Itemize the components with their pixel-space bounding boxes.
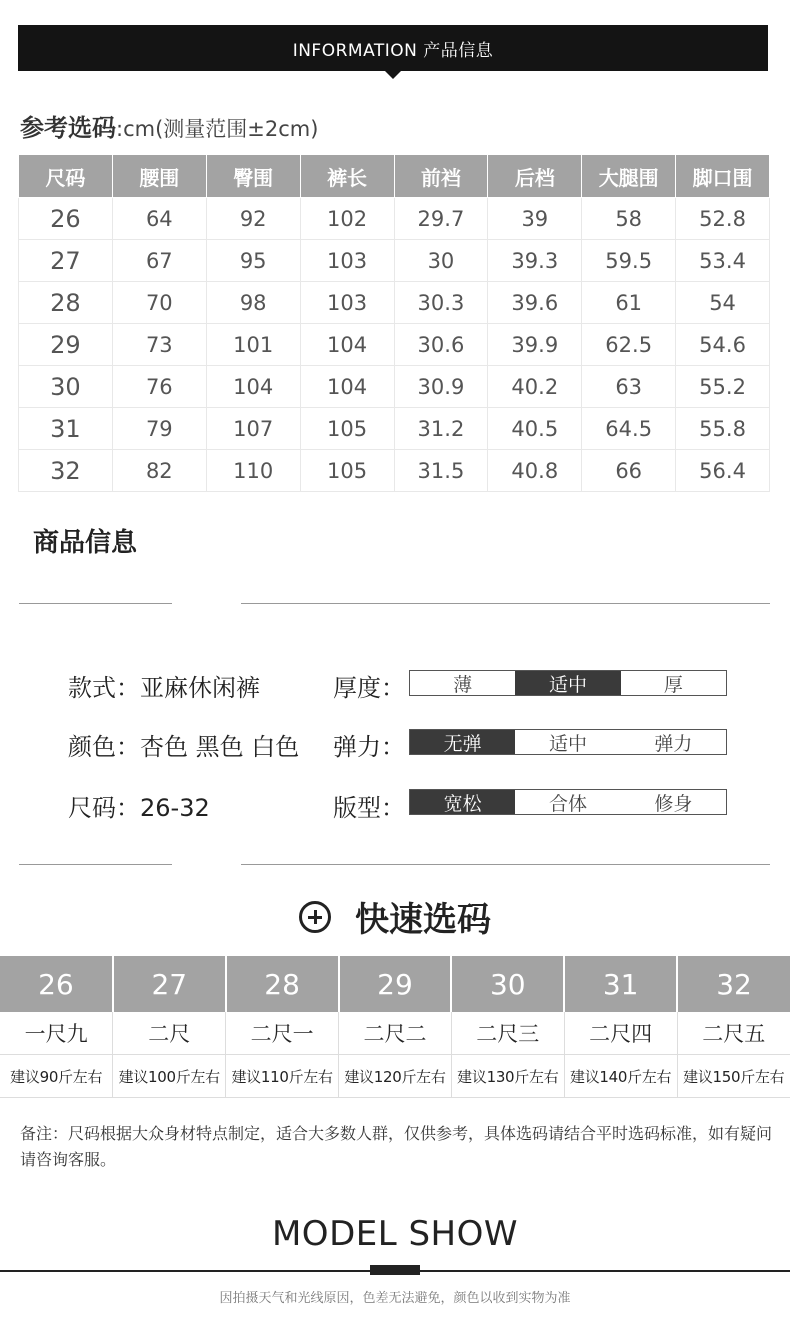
product-info-title: 商品信息 xyxy=(33,528,138,558)
quick-size-cell: 32 xyxy=(677,956,790,1012)
measure-cell: 101 xyxy=(206,324,300,366)
measure-cell: 64.5 xyxy=(582,408,676,450)
measure-cell: 54 xyxy=(676,282,770,324)
measure-cell: 64 xyxy=(112,198,206,240)
quick-size-cell: 31 xyxy=(564,956,677,1012)
table-row xyxy=(19,366,770,408)
measure-cell: 39.9 xyxy=(488,324,582,366)
measure-cell: 63 xyxy=(582,366,676,408)
measure-cell: 30 xyxy=(394,240,488,282)
header-cell: 臀围 xyxy=(206,155,300,198)
measure-cell: 31.2 xyxy=(394,408,488,450)
weight-suggest-cell: 建议120斤左右 xyxy=(339,1055,452,1098)
size-cell: 31 xyxy=(19,408,113,450)
measure-cell: 56.4 xyxy=(676,450,770,492)
measure-cell: 31.5 xyxy=(394,450,488,492)
weight-suggest-cell: 建议100斤左右 xyxy=(113,1055,226,1098)
table-row xyxy=(19,240,770,282)
waist-size-cell: 二尺三 xyxy=(451,1012,564,1055)
thickness-option: 薄 xyxy=(453,673,473,696)
measure-cell: 40.8 xyxy=(488,450,582,492)
table-row xyxy=(19,324,770,366)
banner-notch-icon xyxy=(384,70,402,79)
weight-suggest-cell: 建议140斤左右 xyxy=(564,1055,677,1098)
table-row xyxy=(19,282,770,324)
waist-size-cell: 二尺四 xyxy=(564,1012,677,1055)
measure-cell: 59.5 xyxy=(582,240,676,282)
size-cell: 32 xyxy=(19,450,113,492)
quick-select-waist-row xyxy=(0,1012,790,1055)
quick-size-cell: 28 xyxy=(226,956,339,1012)
quick-select-sizes-row xyxy=(0,956,790,1012)
measure-cell: 30.9 xyxy=(394,366,488,408)
color-disclaimer: 因拍摄天气和光线原因，色差无法避免，颜色以收到实物为准 xyxy=(219,1291,571,1306)
thickness-option: 适中 xyxy=(515,671,620,695)
header-cell: 尺码 xyxy=(19,155,113,198)
measure-cell: 103 xyxy=(300,282,394,324)
measure-cell: 105 xyxy=(300,408,394,450)
fit-option: 合体 xyxy=(548,792,587,815)
quick-size-cell: 26 xyxy=(0,956,113,1012)
reference-size-unit: :cm(测量范围±2cm) xyxy=(116,117,319,141)
weight-suggest-cell: 建议130斤左右 xyxy=(451,1055,564,1098)
measure-cell: 30.6 xyxy=(394,324,488,366)
measure-cell: 61 xyxy=(582,282,676,324)
measure-cell: 39.6 xyxy=(488,282,582,324)
fit-option: 修身 xyxy=(654,792,693,815)
measure-cell: 62.5 xyxy=(582,324,676,366)
measure-cell: 55.8 xyxy=(676,408,770,450)
quick-size-cell: 27 xyxy=(113,956,226,1012)
quick-select-heading xyxy=(0,892,790,941)
size-range-text: 尺码：26-32 xyxy=(68,794,210,822)
measure-cell: 54.6 xyxy=(676,324,770,366)
model-show-accent-bar xyxy=(370,1265,420,1275)
waist-size-cell: 二尺五 xyxy=(677,1012,790,1055)
measure-cell: 104 xyxy=(300,324,394,366)
reference-size-title: 参考选码 xyxy=(20,114,116,142)
divider xyxy=(241,864,770,865)
size-cell: 28 xyxy=(19,282,113,324)
measure-cell: 110 xyxy=(206,450,300,492)
measure-cell: 105 xyxy=(300,450,394,492)
divider xyxy=(19,864,172,865)
measure-cell: 104 xyxy=(206,366,300,408)
header-cell: 大腿围 xyxy=(582,155,676,198)
measure-cell: 40.2 xyxy=(488,366,582,408)
quick-select-title: 快速选码 xyxy=(355,900,491,940)
divider xyxy=(19,603,172,604)
thickness-label: 厚度： xyxy=(333,674,405,702)
table-row xyxy=(19,408,770,450)
divider xyxy=(241,603,770,604)
fit-label: 版型： xyxy=(333,794,405,822)
size-table xyxy=(18,154,770,492)
thickness-option: 厚 xyxy=(663,673,683,696)
quick-select-table xyxy=(0,956,790,1098)
measure-cell: 40.5 xyxy=(488,408,582,450)
waist-size-cell: 一尺九 xyxy=(0,1012,113,1055)
measure-cell: 55.2 xyxy=(676,366,770,408)
header-cell: 脚口围 xyxy=(676,155,770,198)
style-text: 款式：亚麻休闲裤 xyxy=(68,674,260,702)
measure-cell: 95 xyxy=(206,240,300,282)
measure-cell: 52.8 xyxy=(676,198,770,240)
measure-cell: 104 xyxy=(300,366,394,408)
header-cell: 腰围 xyxy=(112,155,206,198)
plus-circle-icon xyxy=(299,901,331,933)
measure-cell: 66 xyxy=(582,450,676,492)
quick-size-cell: 30 xyxy=(451,956,564,1012)
measure-cell: 102 xyxy=(300,198,394,240)
thickness-meter xyxy=(409,670,727,696)
table-row xyxy=(19,198,770,240)
measure-cell: 58 xyxy=(582,198,676,240)
measure-cell: 76 xyxy=(112,366,206,408)
fit-meter xyxy=(409,789,727,815)
measure-cell: 70 xyxy=(112,282,206,324)
size-cell: 27 xyxy=(19,240,113,282)
measure-cell: 30.3 xyxy=(394,282,488,324)
measure-cell: 39 xyxy=(488,198,582,240)
quick-size-cell: 29 xyxy=(339,956,452,1012)
size-note: 备注：尺码根据大众身材特点制定，适合大多数人群，仅供参考，具体选码请结合平时选码标准，如有疑问请咨询客服。 xyxy=(20,1124,773,1169)
reference-size-heading xyxy=(20,108,318,143)
elasticity-option: 无弹 xyxy=(410,730,515,754)
elasticity-option: 弹力 xyxy=(654,732,693,755)
measure-cell: 79 xyxy=(112,408,206,450)
weight-suggest-cell: 建议90斤左右 xyxy=(0,1055,113,1098)
measure-cell: 53.4 xyxy=(676,240,770,282)
waist-size-cell: 二尺一 xyxy=(226,1012,339,1055)
banner-title: INFORMATION 产品信息 xyxy=(292,40,494,61)
weight-suggest-cell: 建议110斤左右 xyxy=(226,1055,339,1098)
elasticity-label: 弹力： xyxy=(333,733,405,761)
measure-cell: 29.7 xyxy=(394,198,488,240)
measure-cell: 82 xyxy=(112,450,206,492)
info-banner xyxy=(18,25,768,71)
color-text: 颜色：杏色 黑色 白色 xyxy=(68,733,300,761)
model-show-title: MODEL SHOW xyxy=(271,1214,519,1254)
measure-cell: 39.3 xyxy=(488,240,582,282)
quick-select-weight-row xyxy=(0,1055,790,1098)
waist-size-cell: 二尺 xyxy=(113,1012,226,1055)
elasticity-option: 适中 xyxy=(548,732,587,755)
size-cell: 29 xyxy=(19,324,113,366)
weight-suggest-cell: 建议150斤左右 xyxy=(677,1055,790,1098)
size-cell: 30 xyxy=(19,366,113,408)
table-row xyxy=(19,450,770,492)
header-cell: 后档 xyxy=(488,155,582,198)
measure-cell: 73 xyxy=(112,324,206,366)
measure-cell: 98 xyxy=(206,282,300,324)
fit-option: 宽松 xyxy=(410,790,515,814)
elasticity-meter xyxy=(409,729,727,755)
header-cell: 裤长 xyxy=(300,155,394,198)
size-cell: 26 xyxy=(19,198,113,240)
header-cell: 前裆 xyxy=(394,155,488,198)
measure-cell: 107 xyxy=(206,408,300,450)
measure-cell: 92 xyxy=(206,198,300,240)
measure-cell: 67 xyxy=(112,240,206,282)
size-table-header xyxy=(19,155,770,198)
waist-size-cell: 二尺二 xyxy=(339,1012,452,1055)
measure-cell: 103 xyxy=(300,240,394,282)
